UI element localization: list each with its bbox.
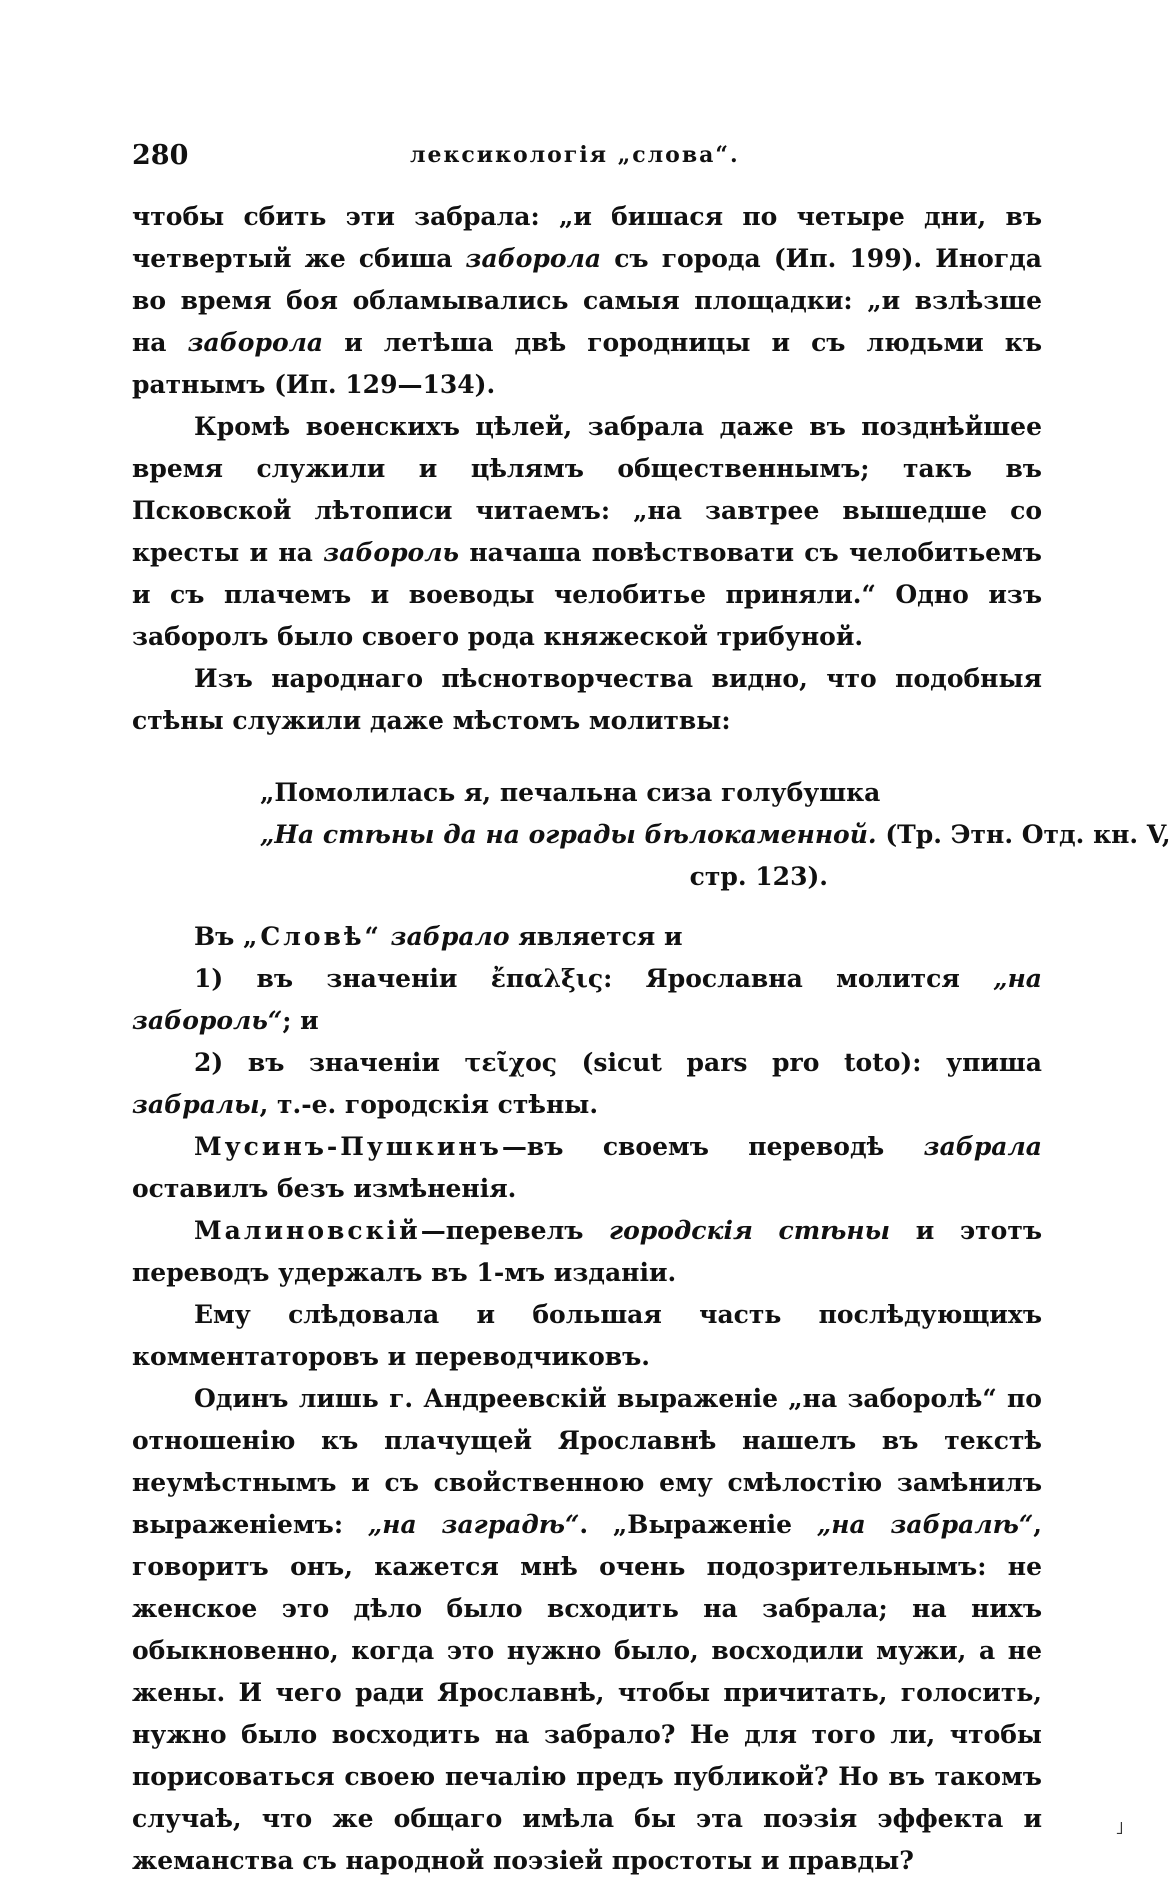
corner-mark: ˩ xyxy=(1115,1818,1124,1839)
paragraph-2: Кромѣ военскихъ цѣлей, забрала даже въ позднѣйшее время служили и цѣлямъ общественнымъ; такъ въ Псковской лѣтописи читаемъ: „на завтрее вышедше со кресты и на забороль начаша повѣствовати съ челобитьемъ и съ плачемъ и воеводы челобитье приняли.“ Одно изъ заборолъ было своего рода княжеской трибуной. xyxy=(132,412,1042,651)
page-header xyxy=(132,140,972,176)
paragraph-6: Малиновскій—перевелъ городскія стѣны и этотъ переводъ удержалъ въ 1-мъ изданіи. xyxy=(132,1216,1042,1287)
list-item-2: 2) въ значеніи τεῖχος (sicut pars pro toto): упиша забралы, т.-е. городскія стѣны. xyxy=(132,1048,1042,1119)
body-text xyxy=(132,196,1171,1882)
paragraph-7: Ему слѣдовала и большая часть послѣдующихъ комментаторовъ и переводчиковъ. xyxy=(132,1300,1042,1371)
paragraph-8: Одинъ лишь г. Андреевскій выраженіе „на заборолѣ“ по отношенію къ плачущей Ярославнѣ нашелъ въ текстѣ неумѣстнымъ и съ свойственною ему смѣлостію замѣнилъ выраженіемъ: „на заградѣ“. „Выраженіе „на забралѣ“, говоритъ онъ, кажется мнѣ очень подозрительнымъ: не женское это дѣло было всходить на забрала; на нихъ обыкновенно, когда это нужно было, восходили мужи, а не жены. И чего ради Ярославнѣ, чтобы причитать, голосить, нужно было восходить на забрало? Не для того ли, чтобы порисоваться своею печалію предъ публикой? Но въ такомъ случаѣ, что же общаго имѣла бы эта поэзія эффекта и жеманства съ народной поэзіей простоты и правды? xyxy=(132,1384,1042,1875)
page-number: 280 xyxy=(132,140,189,171)
paragraph-5: Мусинъ-Пушкинъ—въ своемъ переводѣ забрала оставилъ безъ измѣненія. xyxy=(132,1132,1042,1203)
paragraph-4: Въ „Словѣ“ забрало является и xyxy=(194,922,683,951)
paragraph-1: чтобы сбить эти забрала: „и бишася по четыре дни, въ четвертый же сбиша заборола съ города (Ип. 199). Иногда во время боя обламывались самыя площадки: „и взлѣзше на заборола и летѣша двѣ городницы и съ людьми къ ратнымъ (Ип. 129—134). xyxy=(132,202,1043,399)
paragraph-3: Изъ народнаго пѣснотворчества видно, что подобныя стѣны служили даже мѣстомъ молитвы: xyxy=(132,664,1042,735)
numbered-list xyxy=(132,958,1042,1126)
verse-line-1: „Помолилась я, печальна сиза голубушка xyxy=(260,778,881,807)
list-item-1: 1) въ значеніи ἔπαλξις: Ярославна молится „на забороль“; и xyxy=(132,964,1042,1035)
verse-quote xyxy=(132,772,1171,898)
running-head: лексикологія „слова“. xyxy=(410,142,740,168)
verse-reference: стр. 123). xyxy=(689,862,828,891)
verse-line-2: „На стѣны да на ограды бѣлокаменной. (Тр. Этн. Отд. кн. V, xyxy=(260,820,1171,849)
